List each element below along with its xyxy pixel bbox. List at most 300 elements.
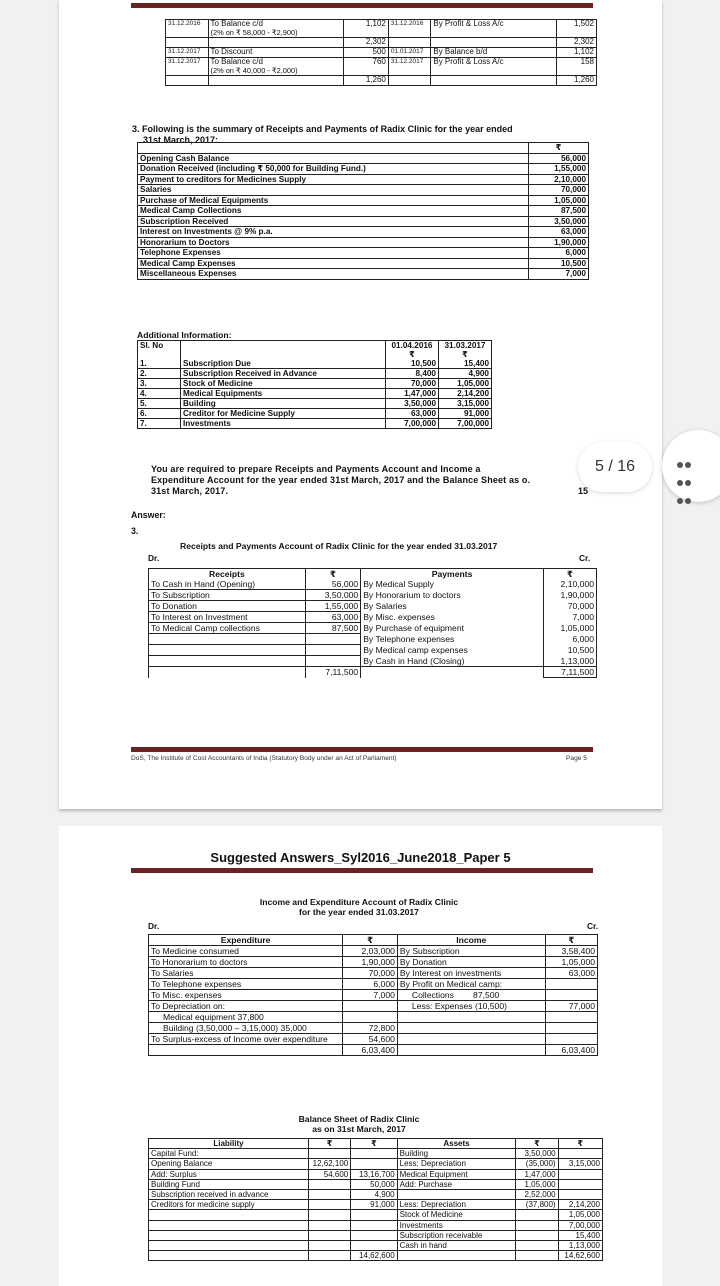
currency-header: ₹	[558, 1139, 602, 1149]
liability-amount-1	[308, 1220, 350, 1230]
ledger-row	[166, 76, 597, 86]
particular-text: To Balance c/d	[210, 57, 263, 67]
ledger-particular	[431, 76, 557, 86]
ie-dr: Dr.	[148, 921, 160, 931]
currency-header: ₹	[305, 569, 360, 580]
expenditure-amount: 54,600	[343, 1034, 398, 1045]
asset-amount-2: 2,14,200	[558, 1200, 602, 1210]
expenditure-item: Building (3,50,000 – 3,15,000) 35,000	[149, 1023, 343, 1034]
asset-amount-2: 3,15,000	[558, 1159, 602, 1169]
rp-header-row	[149, 569, 597, 580]
receipt-item	[149, 656, 306, 667]
summary-item: Payment to creditors for Medicines Supply	[138, 174, 529, 185]
sl-no: 7.	[138, 419, 181, 429]
liability-item: Opening Balance	[149, 1159, 309, 1169]
assets-header: Assets	[397, 1139, 516, 1149]
ledger-row	[166, 20, 597, 38]
additional-info-row	[138, 369, 492, 379]
rp-total-row	[149, 667, 597, 678]
summary-header-row	[138, 143, 589, 154]
rp-title: Receipts and Payments Account of Radix Clinic for the year ended 31.03.2017	[180, 541, 498, 551]
summary-row	[138, 195, 589, 206]
ledger-amount: 1,102	[557, 48, 597, 58]
asset-amount-1: 3,50,000	[516, 1149, 558, 1159]
ledger-date: 31.12.2016	[388, 20, 431, 38]
value-2016: 63,000	[386, 409, 439, 419]
receipts-payments-table	[148, 568, 597, 678]
bs-row	[149, 1241, 603, 1251]
ie-row	[149, 1001, 598, 1012]
sl-no: 3.	[138, 379, 181, 389]
currency-header: ₹	[529, 143, 589, 154]
info-item: Building	[181, 399, 386, 409]
footer-institute: DoS, The Institute of Cost Accountants of India (Statutory Body under an Act of Parliament)	[131, 755, 397, 762]
receipts-header: Receipts	[149, 569, 306, 580]
receipt-amount	[305, 656, 360, 667]
receipt-item: To Donation	[149, 601, 306, 612]
ledger-particular	[208, 48, 343, 58]
summary-amount: 7,000	[529, 269, 589, 280]
liability-amount-2	[351, 1210, 397, 1220]
rp-row	[149, 634, 597, 645]
ledger-amount: 158	[557, 58, 597, 76]
rp-row	[149, 645, 597, 656]
ledger-particular: By Profit & Loss A/c	[431, 20, 557, 38]
ledger-date: 01.01.2017	[388, 48, 431, 58]
payment-item: By Salaries	[361, 601, 544, 612]
asset-amount-2	[558, 1169, 602, 1179]
summary-row	[138, 216, 589, 227]
receipt-item: To Interest on Investment	[149, 612, 306, 623]
income-total: 6,03,400	[545, 1045, 597, 1056]
value-2017: 1,05,000	[439, 379, 492, 389]
payment-item: By Honorarium to doctors	[361, 590, 544, 601]
total-blank	[516, 1251, 558, 1261]
total-blank	[149, 667, 306, 678]
liability-amount-1	[308, 1179, 350, 1189]
answer-label: Answer:	[131, 510, 166, 520]
summary-amount: 1,55,000	[529, 164, 589, 175]
ledger-date	[166, 76, 209, 86]
asset-item: Medical Equipment	[397, 1169, 516, 1179]
ledger-table	[165, 19, 597, 86]
page-indicator	[578, 442, 652, 492]
expenditure-item: To Depreciation on:	[149, 1001, 343, 1012]
liability-item: Subscription received in advance	[149, 1190, 309, 1200]
receipt-item	[149, 645, 306, 656]
additional-info-row	[138, 409, 492, 419]
asset-amount-2	[558, 1190, 602, 1200]
summary-item: Purchase of Medical Equipments	[138, 195, 529, 206]
expenditure-header: Expenditure	[149, 935, 343, 946]
summary-amount: 1,90,000	[529, 237, 589, 248]
payment-amount: 70,000	[543, 601, 596, 612]
asset-amount-1: 2,52,000	[516, 1190, 558, 1200]
receipt-item: To Subscription	[149, 590, 306, 601]
currency-header: ₹	[351, 1139, 397, 1149]
expenditure-amount: 1,90,000	[343, 957, 398, 968]
bs-row	[149, 1169, 603, 1179]
income-item: Less: Expenses (10,500)	[397, 1001, 545, 1012]
ie-total-row	[149, 1045, 598, 1056]
value-2016: 7,00,000	[386, 419, 439, 429]
expenditure-item: Medical equipment 37,800	[149, 1012, 343, 1023]
asset-item: Subscription receivable	[397, 1230, 516, 1240]
header-rule	[131, 3, 593, 8]
asset-amount-1	[516, 1241, 558, 1251]
income-amount	[545, 979, 597, 990]
payment-amount: 2,10,000	[543, 579, 596, 590]
ledger-particular	[208, 38, 343, 48]
income-amount	[545, 1023, 597, 1034]
value-2017: 7,00,000	[439, 419, 492, 429]
income-item	[397, 1012, 545, 1023]
payments-header: Payments	[361, 569, 544, 580]
ie-row	[149, 1023, 598, 1034]
bs-row	[149, 1230, 603, 1240]
receipt-item: To Cash in Hand (Opening)	[149, 579, 306, 590]
summary-amount: 3,50,000	[529, 216, 589, 227]
asset-amount-1	[516, 1210, 558, 1220]
total-blank	[308, 1251, 350, 1261]
particular-note: (2% on ₹ 58,000 - ₹2,900)	[210, 27, 298, 37]
info-item: Investments	[181, 419, 386, 429]
question-number: 3.	[132, 124, 140, 134]
income-item	[397, 1034, 545, 1045]
payment-amount: 1,90,000	[543, 590, 596, 601]
asset-item	[397, 1190, 516, 1200]
currency-header: ₹	[308, 1139, 350, 1149]
summary-row	[138, 185, 589, 196]
income-header: Income	[397, 935, 545, 946]
ledger-row	[166, 58, 597, 76]
liability-amount-2	[351, 1149, 397, 1159]
summary-amount: 2,10,000	[529, 174, 589, 185]
currency-header: ₹	[545, 935, 597, 946]
income-amount: 63,000	[545, 968, 597, 979]
info-item: Subscription Received in Advance	[181, 369, 386, 379]
receipt-amount: 63,000	[305, 612, 360, 623]
expenditure-item: To Telephone expenses	[149, 979, 343, 990]
income-amount: 1,05,000	[545, 957, 597, 968]
additional-info-table	[137, 340, 492, 429]
summary-row	[138, 206, 589, 217]
ie-cr: Cr.	[587, 921, 599, 931]
sl-no: 1.	[138, 359, 181, 369]
receipt-amount	[305, 645, 360, 656]
ledger-date	[388, 38, 431, 48]
payment-amount: 10,500	[543, 645, 596, 656]
payment-amount: 6,000	[543, 634, 596, 645]
liability-amount-2: 4,900	[351, 1190, 397, 1200]
scroll-drag-handle[interactable]	[662, 430, 720, 502]
rp-row	[149, 579, 597, 590]
asset-amount-2: 15,400	[558, 1230, 602, 1240]
total-blank	[397, 1045, 545, 1056]
income-amount: 77,000	[545, 1001, 597, 1012]
expenditure-amount: 7,000	[343, 990, 398, 1001]
ie-row	[149, 968, 598, 979]
income-item	[397, 1023, 545, 1034]
bs-row	[149, 1210, 603, 1220]
asset-amount-2	[558, 1179, 602, 1189]
page-header-title: Suggested Answers_Syl2016_June2018_Paper 5	[210, 850, 511, 865]
col-sl: Sl. No	[138, 341, 181, 360]
summary-row	[138, 174, 589, 185]
liability-amount-2: 50,000	[351, 1179, 397, 1189]
asset-amount-2: 7,00,000	[558, 1220, 602, 1230]
expenditure-total: 6,03,400	[343, 1045, 398, 1056]
summary-amount: 6,000	[529, 248, 589, 259]
liability-amount-1: 12,62,100	[308, 1159, 350, 1169]
summary-row	[138, 248, 589, 259]
question-intro-line2: 31st March, 2017:	[143, 135, 219, 145]
receipt-amount: 87,500	[305, 623, 360, 634]
ie-row	[149, 1012, 598, 1023]
summary-item: Salaries	[138, 185, 529, 196]
ie-row	[149, 1034, 598, 1045]
ledger-date: 31.12.2017	[166, 48, 209, 58]
expenditure-amount: 70,000	[343, 968, 398, 979]
liability-amount-1: 54,600	[308, 1169, 350, 1179]
value-2017: 3,15,000	[439, 399, 492, 409]
ledger-amount: 1,102	[343, 20, 388, 38]
ie-header-row	[149, 935, 598, 946]
sl-no: 5.	[138, 399, 181, 409]
summary-table	[137, 142, 589, 280]
value-2017: 2,14,200	[439, 389, 492, 399]
asset-amount-1: 1,47,000	[516, 1169, 558, 1179]
rp-dr: Dr.	[148, 553, 160, 563]
rp-row	[149, 601, 597, 612]
info-item: Medical Equipments	[181, 389, 386, 399]
expenditure-item: To Medicine consumed	[149, 946, 343, 957]
ledger-date: 31.12.2017	[388, 58, 431, 76]
income-expenditure-table	[148, 934, 598, 1056]
liability-amount-2: 91,000	[351, 1200, 397, 1210]
ie-row	[149, 957, 598, 968]
info-item: Stock of Medicine	[181, 379, 386, 389]
payment-amount: 1,13,000	[543, 656, 596, 667]
asset-amount-2: 1,05,000	[558, 1210, 602, 1220]
summary-row	[138, 164, 589, 175]
summary-amount: 70,000	[529, 185, 589, 196]
summary-row	[138, 153, 589, 164]
ledger-amount: 1,502	[557, 20, 597, 38]
sl-no: 2.	[138, 369, 181, 379]
income-amount	[545, 990, 597, 1001]
asset-item: Less: Depreciation	[397, 1159, 516, 1169]
income-item: Collections 87,500	[397, 990, 545, 1001]
liability-header: Liability	[149, 1139, 309, 1149]
value-2016: 70,000	[386, 379, 439, 389]
pdf-page-5	[59, 0, 662, 809]
receipt-amount	[305, 634, 360, 645]
liability-amount-2	[351, 1220, 397, 1230]
asset-amount-1: 1,05,000	[516, 1179, 558, 1189]
liability-item: Building Fund	[149, 1179, 309, 1189]
currency-header: ₹	[543, 569, 596, 580]
summary-row	[138, 258, 589, 269]
value-2017: 15,400	[439, 359, 492, 369]
summary-amount: 63,000	[529, 227, 589, 238]
total-blank	[397, 1251, 516, 1261]
balance-sheet-table	[148, 1138, 603, 1261]
receipt-item: To Medical Camp collections	[149, 623, 306, 634]
value-2016: 8,400	[386, 369, 439, 379]
ledger-particular: By Balance b/d	[431, 48, 557, 58]
asset-item: Add: Purchase	[397, 1179, 516, 1189]
particular-text: To Balance c/d	[210, 19, 263, 28]
summary-item: Telephone Expenses	[138, 248, 529, 259]
ie-row	[149, 946, 598, 957]
bs-row	[149, 1190, 603, 1200]
expenditure-amount: 6,000	[343, 979, 398, 990]
question-instruction: You are required to prepare Receipts and Payments Account and Income a Expenditure Account for the year ended 31st March, 2017 and the Balance Sheet as o. 31st March, 2017.	[151, 464, 531, 496]
liability-amount-1	[308, 1200, 350, 1210]
income-item: By Subscription	[397, 946, 545, 957]
liability-amount-2: 13,16,700	[351, 1169, 397, 1179]
currency-header: ₹	[516, 1139, 558, 1149]
page-indicator-text: 5 / 16	[594, 458, 636, 475]
value-2016: 10,500	[386, 359, 439, 369]
ledger-amount: 2,302	[343, 38, 388, 48]
marks: 15	[578, 486, 589, 496]
liability-amount-1	[308, 1149, 350, 1159]
liability-item: Creditors for medicine supply	[149, 1200, 309, 1210]
value-2017: 4,900	[439, 369, 492, 379]
asset-item: Investments	[397, 1220, 516, 1230]
liability-item	[149, 1241, 309, 1251]
bs-row	[149, 1179, 603, 1189]
question-intro-line1: Following is the summary of Receipts and Payments of Radix Clinic for the year ended	[142, 124, 513, 134]
bs-row	[149, 1220, 603, 1230]
info-item: Creditor for Medicine Supply	[181, 409, 386, 419]
ledger-row	[166, 38, 597, 48]
expenditure-amount: 72,800	[343, 1023, 398, 1034]
rp-cr: Cr.	[579, 553, 591, 563]
bs-title: Balance Sheet of Radix Clinic as on 31st March, 2017	[298, 1114, 420, 1134]
payment-item: By Misc. expenses	[361, 612, 544, 623]
ledger-amount: 2,302	[557, 38, 597, 48]
value-2016: 3,50,000	[386, 399, 439, 409]
liability-item	[149, 1220, 309, 1230]
liability-amount-2	[351, 1159, 397, 1169]
liability-amount-2	[351, 1241, 397, 1251]
summary-amount: 56,000	[529, 153, 589, 164]
ie-row	[149, 990, 598, 1001]
col-date1: 01.04.2016 ₹	[386, 341, 439, 360]
ledger-particular	[208, 20, 343, 38]
summary-item: Miscellaneous Expenses	[138, 269, 529, 280]
ledger-amount: 500	[343, 48, 388, 58]
summary-row	[138, 269, 589, 280]
additional-info-label: Additional Information:	[137, 330, 232, 340]
summary-item: Medical Camp Expenses	[138, 258, 529, 269]
expenditure-amount	[343, 1012, 398, 1023]
ie-row	[149, 979, 598, 990]
receipts-total: 7,11,500	[305, 667, 360, 678]
income-item: By Donation	[397, 957, 545, 968]
drag-dots-icon	[677, 457, 699, 511]
ie-title: Income and Expenditure Account of Radix Clinic for the year ended 31.03.2017	[259, 897, 459, 917]
ledger-date	[388, 76, 431, 86]
liability-amount-2	[351, 1230, 397, 1240]
asset-item: Stock of Medicine	[397, 1210, 516, 1220]
liability-item: Capital Fund:	[149, 1149, 309, 1159]
liability-item	[149, 1210, 309, 1220]
expenditure-item: To Surplus-excess of Income over expenditure	[149, 1034, 343, 1045]
liability-amount-1	[308, 1190, 350, 1200]
rp-row	[149, 590, 597, 601]
income-item: By Profit on Medical camp:	[397, 979, 545, 990]
payment-item: By Medical Supply	[361, 579, 544, 590]
sl-no: 6.	[138, 409, 181, 419]
asset-amount-1	[516, 1230, 558, 1240]
ledger-amount: 1,260	[557, 76, 597, 86]
additional-info-row	[138, 399, 492, 409]
pdf-page-6	[59, 826, 662, 1286]
payment-item: By Cash in Hand (Closing)	[361, 656, 544, 667]
ledger-particular	[208, 58, 343, 76]
summary-item: Honorarium to Doctors	[138, 237, 529, 248]
liability-amount-1	[308, 1210, 350, 1220]
total-blank	[149, 1251, 309, 1261]
additional-info-row	[138, 419, 492, 429]
income-amount: 3,58,400	[545, 946, 597, 957]
ledger-date: 31.12.2016	[166, 20, 209, 38]
summary-item: Medical Camp Collections	[138, 206, 529, 217]
additional-info-row	[138, 389, 492, 399]
answer-number: 3.	[131, 526, 139, 536]
summary-row	[138, 237, 589, 248]
sl-no: 4.	[138, 389, 181, 399]
asset-item: Cash in hand	[397, 1241, 516, 1251]
header-rule	[131, 868, 593, 873]
summary-amount: 1,05,000	[529, 195, 589, 206]
expenditure-item: To Salaries	[149, 968, 343, 979]
summary-item: Opening Cash Balance	[138, 153, 529, 164]
ledger-row	[166, 48, 597, 58]
footer-page-number: Page 5	[566, 755, 587, 762]
asset-amount-2: 1,13,000	[558, 1241, 602, 1251]
summary-amount: 87,500	[529, 206, 589, 217]
expenditure-item: To Honorarium to doctors	[149, 957, 343, 968]
rp-row	[149, 612, 597, 623]
bs-total-row	[149, 1251, 603, 1261]
rp-row	[149, 623, 597, 634]
asset-amount-1	[516, 1220, 558, 1230]
payments-total: 7,11,500	[543, 667, 596, 678]
col-date2: 31.03.2017 ₹	[439, 341, 492, 360]
ledger-amount: 760	[343, 58, 388, 76]
payment-amount: 1,05,000	[543, 623, 596, 634]
liability-amount-1	[308, 1241, 350, 1251]
footer-rule	[131, 747, 593, 752]
summary-item: Interest on Investments @ 9% p.a.	[138, 227, 529, 238]
summary-item: Subscription Received	[138, 216, 529, 227]
currency-header: ₹	[343, 935, 398, 946]
expenditure-amount	[343, 1001, 398, 1012]
total-blank	[149, 1045, 343, 1056]
ledger-particular	[431, 38, 557, 48]
receipt-amount: 3,50,000	[305, 590, 360, 601]
summary-row	[138, 227, 589, 238]
asset-item: Building	[397, 1149, 516, 1159]
asset-item: Less: Depreciation	[397, 1200, 516, 1210]
additional-info-row	[138, 359, 492, 369]
ledger-date: 31.12.2017	[166, 58, 209, 76]
